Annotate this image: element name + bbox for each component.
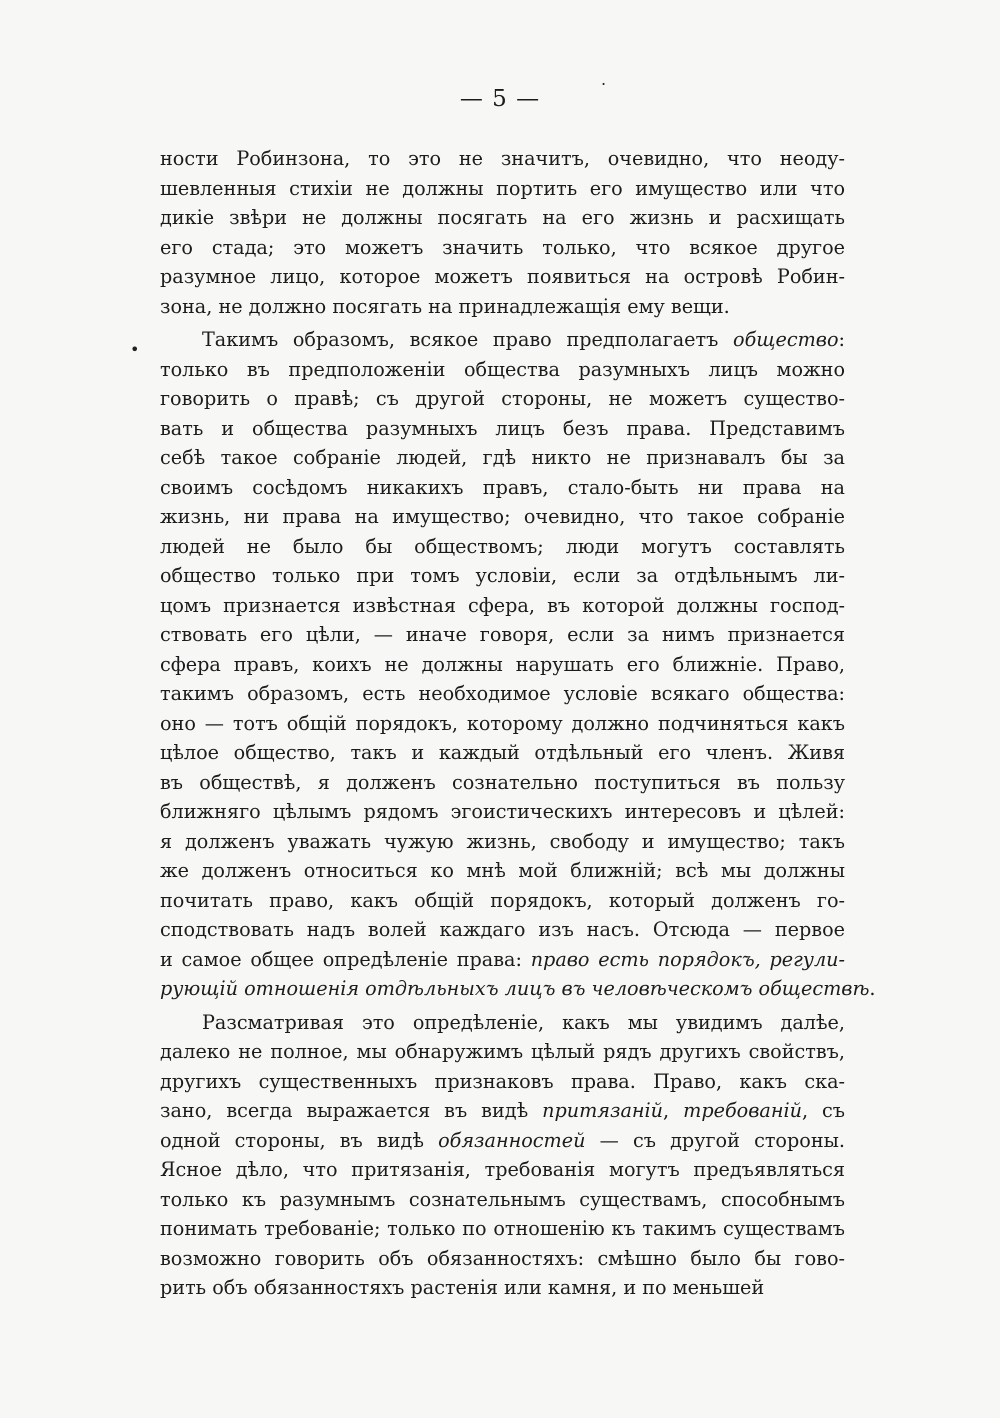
text-run: зано, всегда выражается въ видѣ <box>160 1099 543 1122</box>
text-line: въ обществѣ, я долженъ сознательно поступиться въ пользу <box>160 770 845 794</box>
paragraph <box>160 1008 845 1303</box>
italic-term: обязанностей <box>438 1128 586 1152</box>
paragraph <box>160 144 845 321</box>
stray-mark: • <box>130 340 140 359</box>
text-line <box>160 945 845 975</box>
text-line: разумное лицо, которое можетъ появиться на островѣ Робин- <box>160 265 845 288</box>
text-line: Разсматривая это опредѣленіе, какъ мы увидимъ далѣе, <box>202 1010 845 1034</box>
text-line: другихъ существенныхъ признаковъ права. Право, какъ ска- <box>160 1069 845 1093</box>
text-line: цѣлое общество, такъ и каждый отдѣльный его членъ. Живя <box>160 741 845 764</box>
text-line: зона, не должно посягать на принадлежащія ему вещи. <box>160 294 730 318</box>
italic-term: право есть порядокъ, регули- <box>530 947 845 971</box>
stray-mark: . <box>601 70 607 89</box>
text-run: . <box>869 977 876 1000</box>
text-line: ности Робинзона, то это не значитъ, очевидно, что неоду- <box>160 147 845 170</box>
text-line <box>160 325 845 355</box>
text-line: говорить о правѣ; съ другой стороны, не можетъ существо- <box>160 387 845 410</box>
italic-term: общество <box>733 328 839 351</box>
text-line <box>160 1126 845 1156</box>
text-line <box>160 1096 845 1126</box>
text-line: рить объ обязанностяхъ растенія или камня, и по меньшей <box>160 1276 765 1299</box>
text-line: Ясное дѣло, что притязанія, требованія могутъ предъявляться <box>160 1158 845 1181</box>
text-line: себѣ такое собраніе людей, гдѣ никто не признавалъ бы за <box>160 446 845 469</box>
text-run: , съ <box>801 1099 845 1122</box>
body-text <box>160 144 876 1303</box>
text-line <box>160 974 876 1004</box>
text-line: возможно говорить объ обязанностяхъ: смѣшно было бы гово- <box>160 1246 845 1270</box>
text-line: вать и общества разумныхъ лицъ безъ права. Представимъ <box>160 416 845 440</box>
text-line: только въ предположеніи общества разумныхъ лицъ можно <box>160 357 845 381</box>
text-line: цомъ признается извѣстная сфера, въ которой должны господ- <box>160 593 845 617</box>
text-line: же долженъ относиться ко мнѣ мой ближній; всѣ мы должны <box>160 859 845 882</box>
text-run: и самое общее опредѣленіе права: <box>160 947 531 971</box>
text-run: , <box>663 1099 684 1122</box>
text-line: сфера правъ, коихъ не должны нарушать его ближніе. Право, <box>160 652 845 676</box>
text-line: ствовать его цѣли, — иначе говоря, если за нимъ признается <box>160 623 845 646</box>
text-line: почитать право, какъ общій порядокъ, который долженъ го- <box>160 888 845 912</box>
text-line: далеко не полное, мы обнаружимъ цѣлый рядъ другихъ свойствъ, <box>160 1040 845 1063</box>
text-line: ближняго цѣлымъ рядомъ эгоистическихъ интересовъ и цѣлей: <box>160 800 845 823</box>
text-run: — съ другой стороны. <box>585 1128 845 1152</box>
page-number: — 5 — <box>459 86 541 112</box>
text-line: людей не было бы обществомъ; люди могутъ составлять <box>160 534 845 558</box>
text-run: Такимъ образомъ, всякое право предполагаетъ <box>202 328 734 351</box>
text-line: жизнь, ни права на имущество; очевидно, что такое собраніе <box>160 505 845 528</box>
text-line: его стада; это можетъ значить только, что всякое другое <box>160 235 845 259</box>
text-line: шевленныя стихіи не должны портить его имущество или что <box>160 176 845 200</box>
italic-term: рующій отношенія отдѣльныхъ лицъ въ человѣческомъ обществѣ <box>160 977 870 1000</box>
text-line: своимъ сосѣдомъ никакихъ правъ, стало-быть ни права на <box>160 475 845 499</box>
italic-term: требованій <box>683 1099 802 1122</box>
text-line: только къ разумнымъ сознательнымъ существамъ, способнымъ <box>160 1187 845 1211</box>
text-line: такимъ образомъ, есть необходимое условіе всякаго общества: <box>160 682 845 705</box>
text-line: я долженъ уважать чужую жизнь, свободу и имущество; такъ <box>160 829 845 853</box>
text-line: дикіе звѣри не должны посягать на его жизнь и расхищать <box>160 206 845 229</box>
text-line: понимать требованіе; только по отношенію къ такимъ существамъ <box>160 1217 845 1240</box>
text-run: одной стороны, въ видѣ <box>160 1128 439 1152</box>
text-line: оно — тотъ общій порядокъ, которому должно подчиняться какъ <box>160 711 845 735</box>
text-line: общество только при томъ условіи, если за отдѣльнымъ ли- <box>160 564 845 587</box>
text-line: сподствовать надъ волей каждаго изъ насъ. Отсюда — первое <box>160 918 845 941</box>
paragraph <box>160 325 876 1004</box>
text-run: : <box>838 328 845 351</box>
italic-term: притязаній <box>542 1099 664 1122</box>
